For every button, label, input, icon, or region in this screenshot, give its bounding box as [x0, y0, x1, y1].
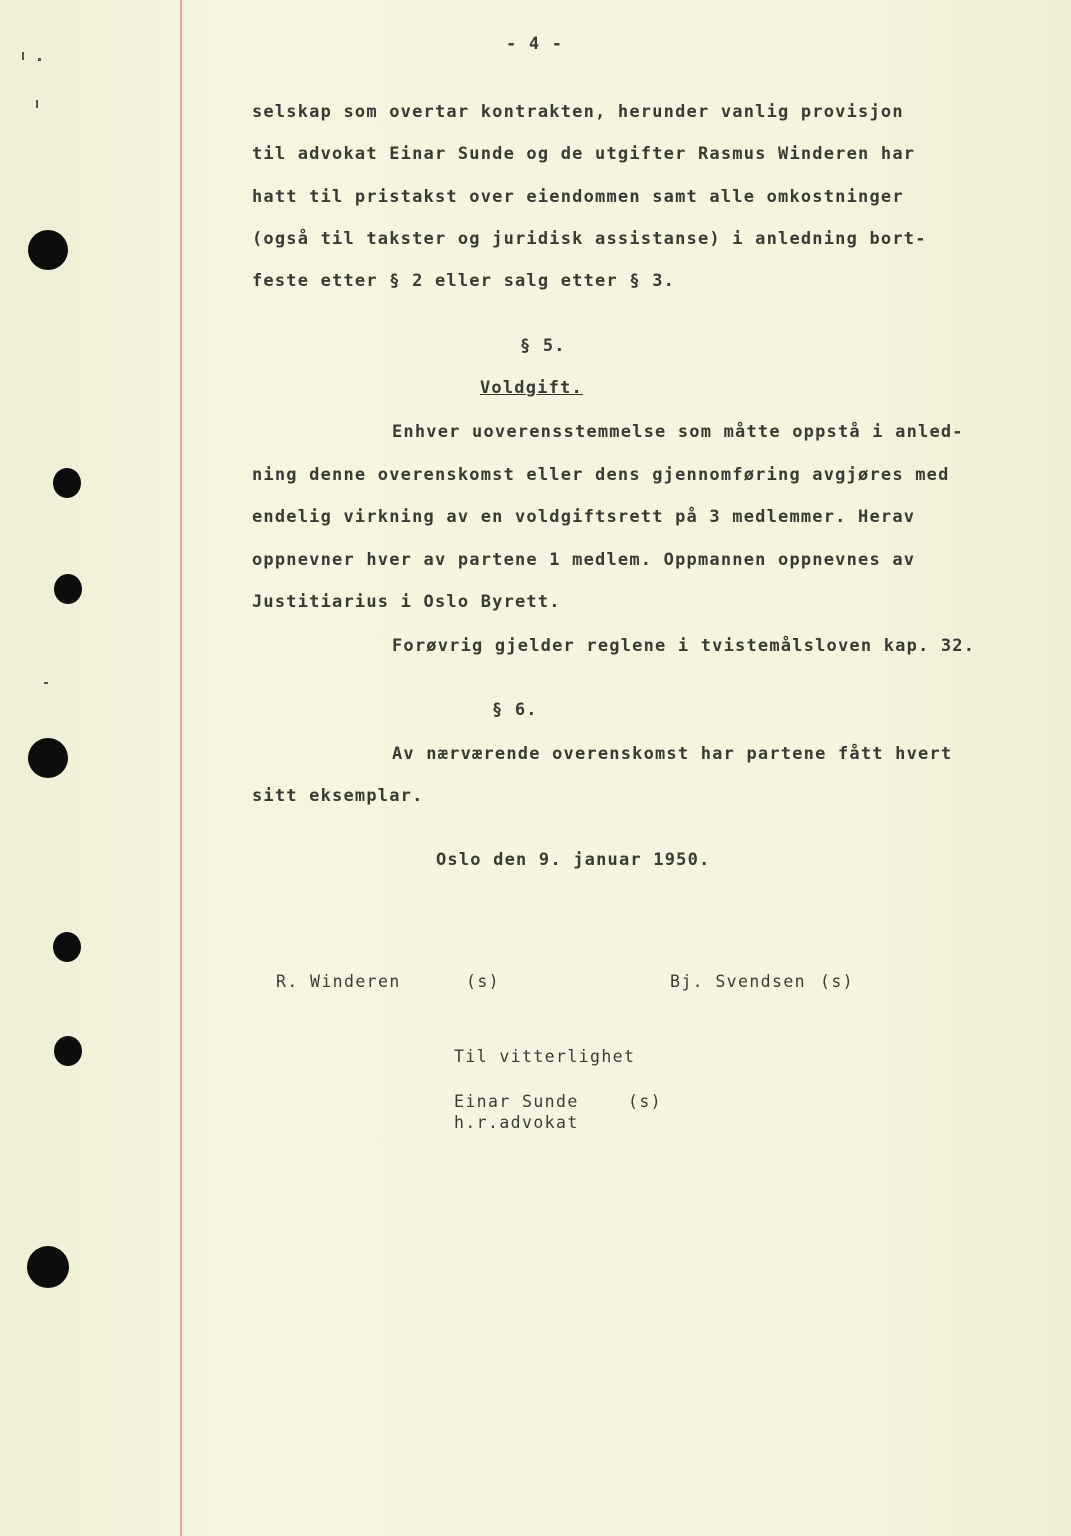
paragraph-1-line-2: til advokat Einar Sunde og de utgifter Rasmus Winderen har — [252, 144, 916, 164]
section-5-number: § 5. — [520, 336, 566, 356]
section-5-line-5: Justitiarius i Oslo Byrett. — [252, 592, 561, 612]
section-6-line-1: Av nærværende overenskomst har partene fått hvert — [392, 744, 953, 764]
signature-left-mark: (s) — [466, 972, 501, 991]
paragraph-1-line-4: (også til takster og juridisk assistanse) i anledning bort- — [252, 229, 927, 249]
witness-heading: Til vitterlighet — [454, 1047, 636, 1066]
binder-hole — [28, 230, 68, 270]
binder-hole — [53, 932, 81, 962]
section-5-paragraph-2: Forøvrig gjelder reglene i tvistemålsloven kap. 32. — [392, 636, 976, 656]
signature-right-name: Bj. Svendsen — [670, 972, 807, 991]
witness-mark: (s) — [628, 1092, 663, 1111]
date-line: Oslo den 9. januar 1950. — [436, 850, 711, 870]
signature-left-name: R. Winderen — [276, 972, 401, 991]
paragraph-1-line-3: hatt til pristakst over eiendommen samt alle omkostninger — [252, 187, 904, 207]
section-6-number: § 6. — [492, 700, 538, 720]
binder-hole — [28, 738, 68, 778]
witness-name: Einar Sunde — [454, 1092, 579, 1111]
speck — [38, 58, 41, 61]
section-5-line-1: Enhver uoverensstemmelse som måtte oppstå i anled- — [392, 422, 964, 442]
binder-hole — [54, 1036, 82, 1066]
signature-right-mark: (s) — [820, 972, 855, 991]
paragraph-1-line-1: selskap som overtar kontrakten, herunder vanlig provisjon — [252, 102, 904, 122]
section-5-line-2: ning denne overenskomst eller dens gjennomføring avgjøres med — [252, 465, 950, 485]
speck — [22, 52, 24, 60]
section-5-line-3: endelig virkning av en voldgiftsrett på 3 medlemmer. Herav — [252, 507, 916, 527]
witness-title: h.r.advokat — [454, 1113, 579, 1132]
speck — [44, 682, 48, 684]
section-5-heading: Voldgift. — [480, 378, 583, 398]
margin-line — [180, 0, 182, 1536]
binder-hole — [27, 1246, 69, 1288]
speck — [36, 100, 38, 108]
section-5-line-4: oppnevner hver av partene 1 medlem. Oppmannen oppnevnes av — [252, 550, 916, 570]
binder-hole — [53, 468, 81, 498]
page-number: - 4 - — [506, 34, 564, 54]
paragraph-1-line-5: feste etter § 2 eller salg etter § 3. — [252, 271, 676, 291]
section-6-line-2: sitt eksemplar. — [252, 786, 424, 806]
binder-hole — [54, 574, 82, 604]
